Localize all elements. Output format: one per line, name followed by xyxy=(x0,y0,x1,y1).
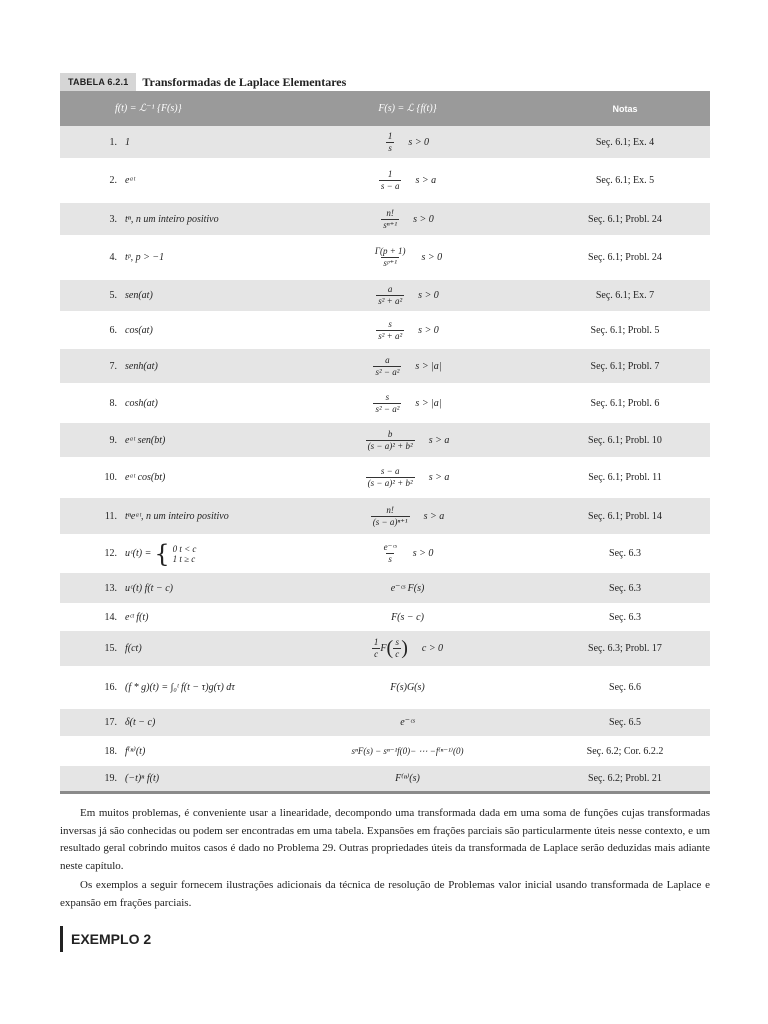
row-number: 19. xyxy=(104,773,117,784)
table-row xyxy=(60,235,710,280)
table-row xyxy=(60,126,710,158)
row-condition: s > |a| xyxy=(415,360,442,372)
row-condition: s > a xyxy=(428,434,450,446)
row-ft: f(ct) xyxy=(125,643,142,654)
row-Fs: $\frac{\text{e⁻ᶜˢ}}{s}$ xyxy=(383,542,397,564)
header-notes: Notas xyxy=(612,103,638,114)
row-Fs: F(s − c) xyxy=(391,611,424,623)
table-caption xyxy=(60,72,346,92)
table-row xyxy=(60,498,710,534)
row-number: 11. xyxy=(104,510,117,522)
table-label: TABELA 6.2.1 xyxy=(60,73,136,91)
table-row xyxy=(60,158,710,203)
table-row xyxy=(60,631,710,666)
row-Fs: $\frac{a}{\text{s² + a²}}$ xyxy=(378,284,403,306)
row-Fs: e⁻ᶜˢ xyxy=(400,717,415,728)
table-row xyxy=(60,311,710,349)
row-Fs: $\frac{n!}{\text{(s − a)ⁿ⁺¹}}$ xyxy=(372,504,408,527)
table-row xyxy=(60,766,710,791)
row-number: 14. xyxy=(104,611,117,623)
row-number: 7. xyxy=(109,360,117,372)
row-Fs: $\frac{a}{\text{s² − a²}}$ xyxy=(375,354,400,377)
row-number: 8. xyxy=(109,397,117,409)
row-Fs: $\frac{s}{\text{s² − a²}}$ xyxy=(375,391,400,414)
row-note: Seç. 6.1; Probl. 24 xyxy=(588,252,662,263)
row-note: Seç. 6.1; Probl. 6 xyxy=(590,397,660,409)
row-number: 15. xyxy=(104,643,117,654)
row-number: 18. xyxy=(104,745,117,757)
body-paragraph-1: Em muitos problemas, é conveniente usar a linearidade, decompondo uma transformada dada em uma soma de funções cujas transformadas inversas já são conhecidas ou podem ser encontradas em uma tabela. Expansões em frações parciais são particularmente úteis nesse contexto, e um resultado geral cobrindo muitos casos é dado no Problema 29. Outras propriedades úteis da transformada de Laplace serão deduzidas mais adiante neste capítulo. xyxy=(60,807,710,872)
left-brace-icon: { xyxy=(154,539,170,568)
row-Fs: $\frac{1}{s - a}$ xyxy=(380,169,400,191)
row-note: Seç. 6.6 xyxy=(609,682,641,693)
row-condition: s > 0 xyxy=(412,548,434,559)
row-note: Seç. 6.1; Ex. 7 xyxy=(595,290,655,301)
row-number: 6. xyxy=(109,324,117,336)
example-label: EXEMPLO 2 xyxy=(71,931,152,947)
row-note: Seç. 6.1; Probl. 11 xyxy=(588,472,662,483)
laplace-table xyxy=(60,91,710,794)
row-Fs: $\frac{n!}{\text{sⁿ⁺¹}}$ xyxy=(383,207,398,230)
body-paragraph-2: Os exemplos a seguir fornecem ilustrações adicionais da técnica de resolução de Problemas valor inicial usando transformada de Laplace e expansão em frações parciais. xyxy=(60,879,710,909)
table-row xyxy=(60,203,710,235)
row-condition: s > 0 xyxy=(408,136,430,148)
row-ft: tⁿeᵃᵗ, n um inteiro positivo xyxy=(125,510,229,522)
row-Fs: $\frac{b}{\text{(s − a)² + b²}}$ xyxy=(367,428,413,451)
heading-bar xyxy=(60,926,63,952)
row-condition: s > a xyxy=(415,175,437,186)
header-Fs: F(s) = ℒ {f(t)} xyxy=(378,103,437,114)
row-ft: uᶜ(t) = { 0 t < c 1 t ≥ c xyxy=(125,539,197,568)
row-Fs: e⁻ᶜˢ F(s) xyxy=(390,582,425,594)
row-ft: sen(at) xyxy=(125,290,153,301)
row-note: Seç. 6.2; Cor. 6.2.2 xyxy=(586,745,664,757)
header-ft: f(t) = ℒ⁻¹ {F(s)} xyxy=(115,103,182,114)
row-number: 9. xyxy=(109,434,117,446)
table-bottom-rule xyxy=(60,791,710,794)
row-condition: s > |a| xyxy=(415,397,442,409)
row-Fs: $\frac{1}{s}$ xyxy=(387,130,393,153)
row-number: 5. xyxy=(109,290,117,301)
row-note: Seç. 6.3 xyxy=(609,548,641,559)
table-row xyxy=(60,349,710,383)
table-row xyxy=(60,423,710,457)
table-row xyxy=(60,383,710,423)
row-Fs: $\frac{s - a}{\text{(s − a)² + b²}}$ xyxy=(367,466,413,488)
row-condition: s > 0 xyxy=(418,290,439,301)
row-Fs: $\frac{s}{\text{s² + a²}}$ xyxy=(378,318,403,341)
table-row xyxy=(60,573,710,603)
row-note: Seç. 6.1; Probl. 7 xyxy=(590,360,660,372)
row-Fs: F(s)G(s) xyxy=(390,682,425,693)
row-number: 10. xyxy=(104,472,117,483)
row-note: Seç. 6.1; Ex. 4 xyxy=(595,136,655,148)
row-ft: eᵃᵗ xyxy=(125,175,136,186)
row-ft: 1 xyxy=(125,136,130,148)
row-ft: (−t)ⁿ f(t) xyxy=(125,773,160,784)
row-note: Seç. 6.3; Probl. 17 xyxy=(588,643,662,654)
row-number: 12. xyxy=(104,548,117,559)
example-heading xyxy=(60,926,151,952)
row-note: Seç. 6.3 xyxy=(609,582,641,594)
table-row xyxy=(60,603,710,631)
row-number: 1. xyxy=(109,136,117,148)
row-note: Seç. 6.1; Probl. 10 xyxy=(588,434,662,446)
row-note: Seç. 6.1; Probl. 5 xyxy=(590,324,660,336)
row-ft: uᶜ(t) f(t − c) xyxy=(125,582,173,594)
row-number: 17. xyxy=(104,717,117,728)
row-note: Seç. 6.1; Probl. 24 xyxy=(588,213,662,225)
row-ft: eᵃᵗ sen(bt) xyxy=(125,434,166,446)
table-row xyxy=(60,457,710,498)
row-note: Seç. 6.5 xyxy=(609,717,641,728)
table-row xyxy=(60,280,710,311)
row-number: 16. xyxy=(104,682,117,693)
row-condition: s > 0 xyxy=(418,324,439,336)
table-header xyxy=(60,91,710,126)
row-condition: s > 0 xyxy=(421,252,443,263)
row-Fs: $\frac{\Gamma(p + 1)}{\text{sᵖ⁺¹}}$ xyxy=(374,246,406,268)
table-row xyxy=(60,736,710,766)
row-note: Seç. 6.1; Probl. 14 xyxy=(588,510,662,522)
row-number: 3. xyxy=(109,213,117,225)
row-note: Seç. 6.1; Ex. 5 xyxy=(595,175,655,186)
table-title: Transformadas de Laplace Elementares xyxy=(142,74,347,89)
row-ft: eᶜᵗ f(t) xyxy=(125,611,149,623)
table-row xyxy=(60,534,710,573)
row-ft: eᵃᵗ cos(bt) xyxy=(125,472,166,483)
row-number: 2. xyxy=(109,175,117,186)
row-ft: cosh(at) xyxy=(125,397,158,409)
row-ft: δ(t − c) xyxy=(125,717,156,728)
row-number: 4. xyxy=(109,252,117,263)
row-condition: s > 0 xyxy=(413,213,434,225)
row-ft: f⁽ⁿ⁾(t) xyxy=(125,745,146,757)
row-ft: tⁿ, n um inteiro positivo xyxy=(125,213,219,225)
row-Fs: $\frac{1}{c}$ F ( $\frac{s}{c}$ ) c > 0 xyxy=(373,637,444,659)
row-ft: (f * g)(t) = ∫₀ᵗ f(t − τ)g(τ) dτ xyxy=(125,682,235,693)
row-number: 13. xyxy=(104,582,117,594)
row-ft: cos(at) xyxy=(125,324,153,336)
row-ft: tᵖ, p > −1 xyxy=(125,252,165,263)
row-note: Seç. 6.3 xyxy=(609,611,641,623)
table-row xyxy=(60,709,710,736)
row-condition: s > a xyxy=(423,510,445,522)
row-note: Seç. 6.2; Probl. 21 xyxy=(588,773,662,784)
row-condition: s > a xyxy=(428,472,450,483)
row-ft: senh(at) xyxy=(125,360,158,372)
row-Fs: sⁿF(s) − sⁿ⁻¹f(0)− ⋯ −f⁽ⁿ⁻¹⁾(0) xyxy=(351,745,464,756)
row-condition: c > 0 xyxy=(421,643,444,654)
table-row xyxy=(60,666,710,709)
row-Fs: F⁽ⁿ⁾(s) xyxy=(395,773,420,784)
